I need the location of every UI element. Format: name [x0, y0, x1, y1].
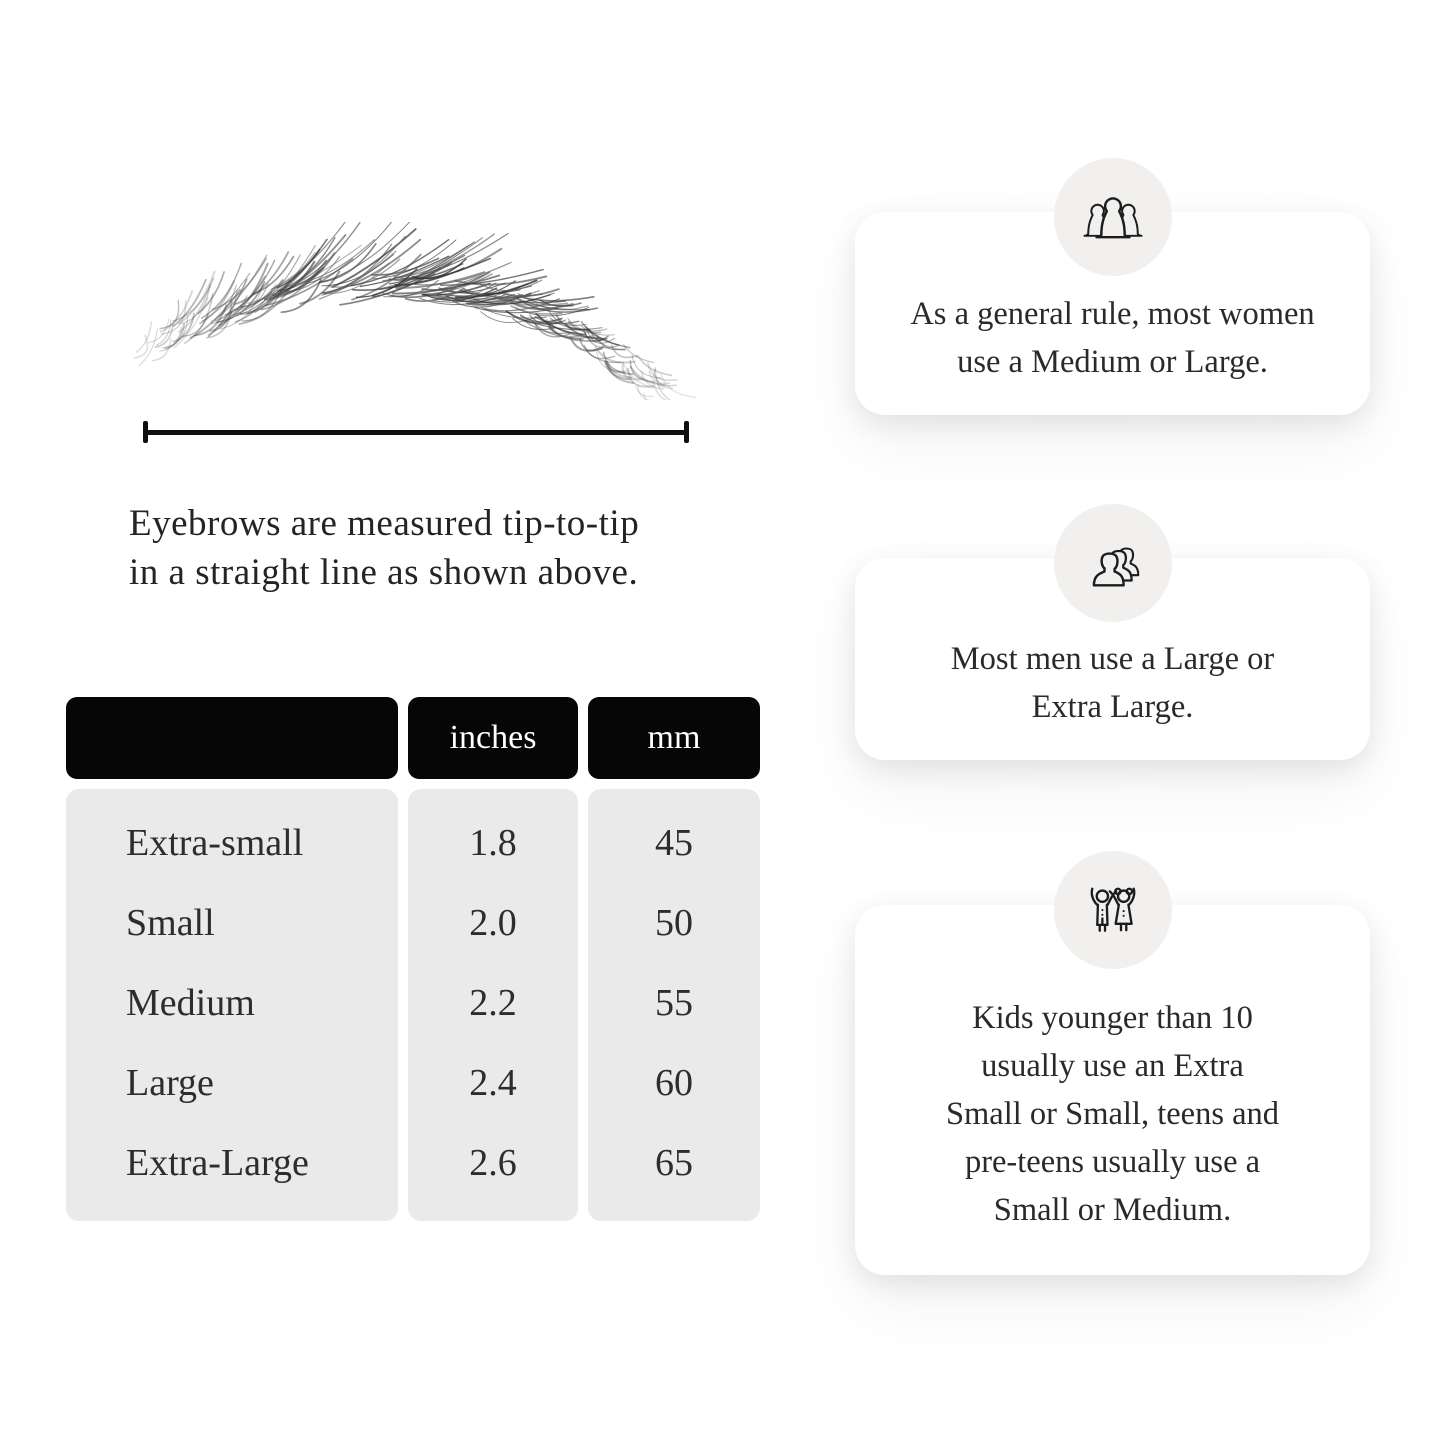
info-card-men: [855, 558, 1370, 760]
card-text: [855, 994, 1370, 1234]
card-text: [855, 635, 1370, 731]
caption-line-1: Eyebrows are measured tip-to-tip: [129, 503, 640, 544]
info-card-kids: [855, 905, 1370, 1275]
inches-value: 2.2: [469, 982, 517, 1024]
men-group-icon: [1079, 529, 1147, 597]
card-text-line: Extra Large.: [1031, 689, 1194, 725]
mm-value: 65: [655, 1142, 693, 1184]
size-label: Medium: [126, 982, 255, 1024]
women-group-icon: [1079, 183, 1147, 251]
header-cell-inches: inches: [408, 697, 578, 779]
size-label: Extra-Large: [126, 1142, 309, 1184]
header-cell-size: [66, 697, 398, 779]
card-text-line: Kids younger than 10: [972, 1000, 1253, 1036]
inches-value: 2.0: [469, 902, 517, 944]
size-chart-table: [66, 697, 760, 1221]
inches-value: 1.8: [469, 822, 517, 864]
table-header-row: [66, 697, 760, 779]
column-size: [66, 789, 398, 1221]
right-end-tick: [684, 421, 689, 443]
card-text-line: use a Medium or Large.: [957, 343, 1268, 380]
size-label: Extra-small: [126, 822, 304, 864]
inches-value: 2.6: [469, 1142, 517, 1184]
card-text-line: Small or Medium.: [993, 1192, 1232, 1228]
size-label: Large: [126, 1062, 214, 1104]
figure-caption: [129, 499, 639, 597]
card-text-line: pre-teens usually use a: [964, 1144, 1261, 1180]
mm-value: 45: [655, 822, 693, 864]
icon-circle: [1054, 158, 1172, 276]
card-text-line: usually use an Extra: [981, 1048, 1244, 1084]
mm-value: 55: [655, 982, 693, 1024]
measurement-line: [143, 421, 689, 443]
card-text-line: As a general rule, most women: [910, 295, 1315, 332]
size-label: Small: [126, 902, 215, 944]
column-mm: [588, 789, 760, 1221]
info-card-women: [855, 212, 1370, 415]
card-text: [855, 290, 1370, 386]
inches-value: 2.4: [469, 1062, 517, 1104]
children-icon: [1079, 876, 1147, 944]
card-text-line: Most men use a Large or: [950, 641, 1275, 677]
measure-bar: [143, 430, 689, 435]
header-cell-mm: mm: [588, 697, 760, 779]
mm-value: 60: [655, 1062, 693, 1104]
card-text-line: Small or Small, teens and: [945, 1096, 1280, 1132]
mm-value: 50: [655, 902, 693, 944]
table-body: [66, 789, 760, 1221]
caption-line-2: in a straight line as shown above.: [129, 552, 639, 593]
icon-circle: [1054, 851, 1172, 969]
column-inches: [408, 789, 578, 1221]
eyebrow-illustration: [118, 222, 700, 400]
eyebrow-sketch: [118, 222, 700, 400]
icon-circle: [1054, 504, 1172, 622]
